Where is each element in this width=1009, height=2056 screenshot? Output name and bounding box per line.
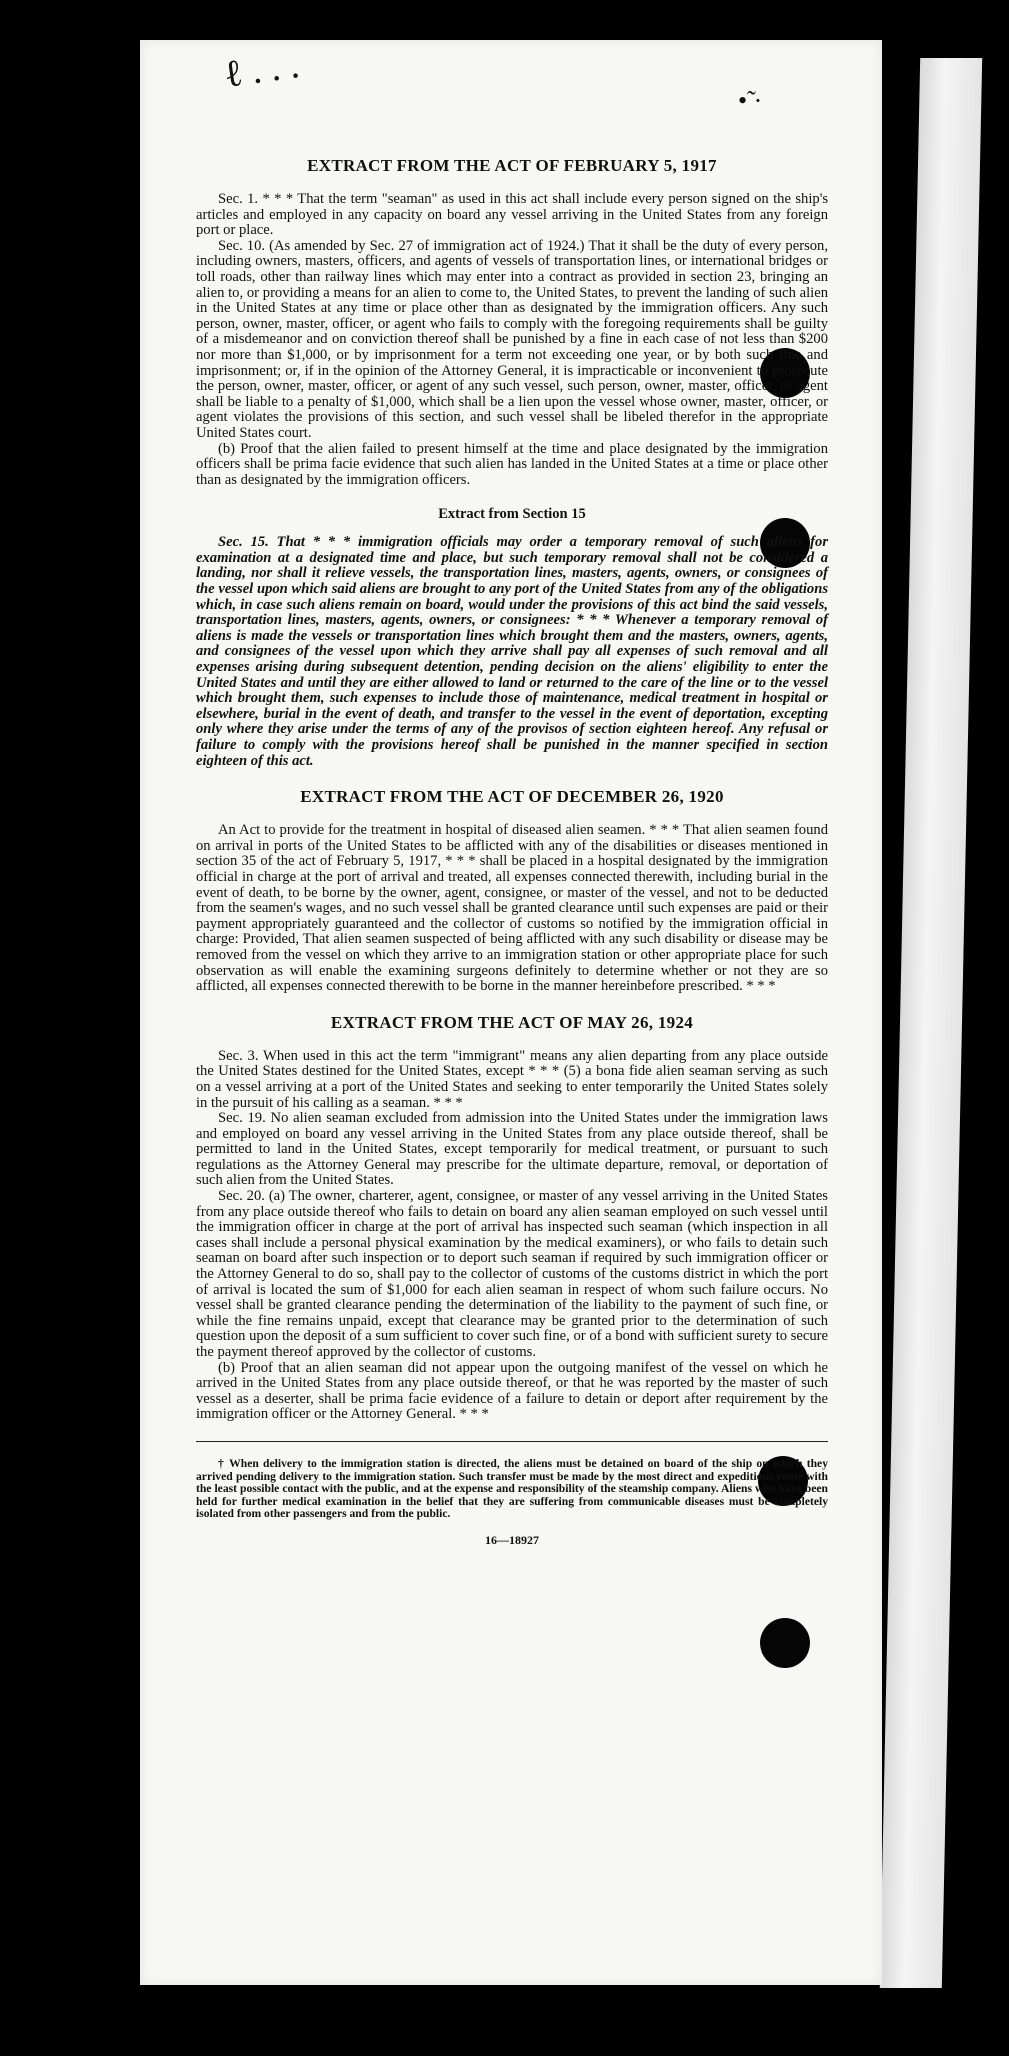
document-body (196, 156, 828, 1548)
corner-mark-top-right: •̃ · (738, 86, 763, 115)
adjacent-page-edge (880, 58, 982, 1988)
paragraph: Sec. 3. When used in this act the term "immigrant" means any alien departing from any place outside the United States destined for the United States, except * * * (5) a bona fide alien seaman serving as such on a vessel arriving at a port of the United States and seeking to enter temporarily the United States solely in the pursuit of his calling as a seaman. * * * (196, 1047, 828, 1111)
paragraph: (b) Proof that an alien seaman did not appear upon the outgoing manifest of the vessel on which he arrived in the United States from any place outside thereof, or that he was reported by the master of such vessel as a deserter, shall be prima facie evidence of a failure to detain or deport after requirement by the immigration officer or the Attorney General. * * * (196, 1359, 828, 1423)
paragraph: (b) Proof that the alien failed to present himself at the time and place designated by the immigration officers shall be prima facie evidence that such alien has landed in the United States at a time or place other than as designated by the immigration officers. (196, 440, 828, 488)
paragraph: Sec. 19. No alien seaman excluded from admission into the United States under the immigration laws and employed on board any vessel arriving in the United States from any place outside thereof, shall be permitted to land in the United States, except temporarily for medical treatment, or pursuant to such regulations as the Attorney General may prescribe for the ultimate departure, removal, or deportation of such alien from the United States. (196, 1110, 828, 1189)
paragraph: Sec. 10. (As amended by Sec. 27 of immigration act of 1924.) That it shall be the duty of every person, including owners, masters, officers, and agents of vessels of transportation lines, or international bridges or toll roads, other than railway lines which may enter into a contract as provided in section 23, bringing an alien to, or providing a means for an alien to come to, the United States, to prevent the landing of such alien in the United States at any time or place other than as designated by the immigration officers. Any such person, owner, master, officer, or agent who fails to comply with the foregoing requirements shall be guilty of a misdemeanor and on conviction thereof shall be punished by a fine in each case of not less than $200 nor more than $1,000, or by imprisonment for a term not exceeding one year, or by both such fine and imprisonment; or, if in the opinion of the Attorney General, it is impracticable or inconvenient to prosecute the person, owner, master, officer, or agent of any such vessel, such person, owner, master, officer, or agent shall be liable to a penalty of $1,000, which shall be a lien upon the vessel whose owner, master, officer, or agent violates the provisions of this section, and such vessel shall be libeled therefor in the appropriate United States court. (196, 237, 828, 441)
section-extract-15 (196, 506, 828, 769)
paragraph: An Act to provide for the treatment in hospital of diseased alien seamen. * * * That alien seamen found on arrival in ports of the United States to be afflicted with any of the disabilities or diseases mentioned in section 35 of the act of February 5, 1917, * * * shall be placed in a hospital designated by the immigration official in charge at the port of arrival and treated, all expenses connected therewith, including burial in the event of death, to be borne by the owner, agent, consignee, or master of the vessel, and not to be deducted from the seamen's wages, and no such vessel shall be granted clearance until such expenses are paid or their payment appropriately guaranteed and the collector of customs so notified by the immigration official in charge: Provided, That alien seamen suspected of being afflicted with any such disability or disease may be removed from the vessel on which they arrive to an immigration station or other appropriate place for such observation as will enable the examining surgeons definitely to determine whether or not they are so afflicted, all expenses connected therewith to be borne in the manner hereinbefore prescribed. * * * (196, 822, 828, 995)
punch-hole (760, 1618, 810, 1668)
footnote: † When delivery to the immigration station is directed, the aliens must be detained on board of the ship on which they arrived pending delivery to the immigration station. Such transfer must be made by the most direct and expeditious route with the least possible contact with the public, and at the expense and responsibility of the steamship company. Aliens who have been held for further medical examination in the belief that they are suffering from communicable diseases must be completely isolated from other passengers and from the public. (196, 1456, 828, 1521)
footnote-divider (196, 1441, 828, 1442)
section-heading: EXTRACT FROM THE ACT OF FEBRUARY 5, 1917 (307, 156, 717, 175)
document-page (140, 40, 882, 1985)
paragraph: Sec. 1. * * * That the term "seaman" as used in this act shall include every person signed on the ship's articles and employed in any capacity on board any vessel arriving in the United States from any foreign port or place. (196, 191, 828, 239)
section-heading: EXTRACT FROM THE ACT OF DECEMBER 26, 1920 (300, 787, 724, 807)
section-act-1924 (196, 1013, 828, 1423)
section-act-1920 (196, 787, 828, 995)
form-number: 16—18927 (485, 1532, 539, 1547)
paragraph: Sec. 15. That * * * immigration officials may order a temporary removal of such aliens for examination at a designated time and place, but such temporary removal shall not be considered a landing, nor shall it relieve vessels, the transportation lines, masters, agents, owners, or consignees of the vessel upon which said aliens are brought to any port of the United States from any of the obligations which, in case such aliens remain on board, would under the provisions of this act bind the said vessels, transportation lines, masters, agents, owners, or consignees: * * * Whenever a temporary removal of aliens is made the vessels or transportation lines which brought them and the masters, owners, agents, and consignees of the vessel upon which they arrive shall pay all expenses of such removal and all expenses arising during subsequent detention, pending decision on the aliens' eligibility to enter the United States and until they are either allowed to land or returned to the care of the line or to the vessel which brought them, such expenses to include those of maintenance, medical treatment in hospital or elsewhere, burial in the event of death, and transfer to the vessel in the event of deportation, excepting only where they arise under the terms of any of the provisos of section eighteen hereof. Any refusal or failure to comply with the provisions hereof shall be punished in the manner specified in section eighteen of this act. (196, 534, 828, 769)
section-act-1917 (196, 156, 828, 488)
paragraph: Sec. 20. (a) The owner, charterer, agent, consignee, or master of any vessel arriving in the United States from any place outside thereof who fails to detain on board any alien seaman employed on such vessel until the immigration officer in charge at the port of arrival has inspected such seaman (which inspection in all cases shall include a personal physical examination by the medical examiners), or who fails to detain such seaman on board after such inspection or to deport such seaman if required by such immigration officer or the Attorney General to do so, shall pay to the collector of customs of the customs district in which the port of arrival is located the sum of $1,000 for each alien seaman in respect of whom such failure occurs. No vessel shall be granted clearance pending the determination of the liability to the payment of such fine, or while the fine remains unpaid, except that clearance may be granted prior to the determination of such question upon the deposit of a sum sufficient to cover such fine, or of a bond with sufficient surety to secure the payment thereof approved by the collector of customs. (196, 1188, 828, 1360)
section-subheading: Extract from Section 15 (438, 506, 586, 523)
corner-mark-top-left: ℓ . . . (221, 43, 302, 97)
section-heading: EXTRACT FROM THE ACT OF MAY 26, 1924 (330, 1012, 694, 1032)
